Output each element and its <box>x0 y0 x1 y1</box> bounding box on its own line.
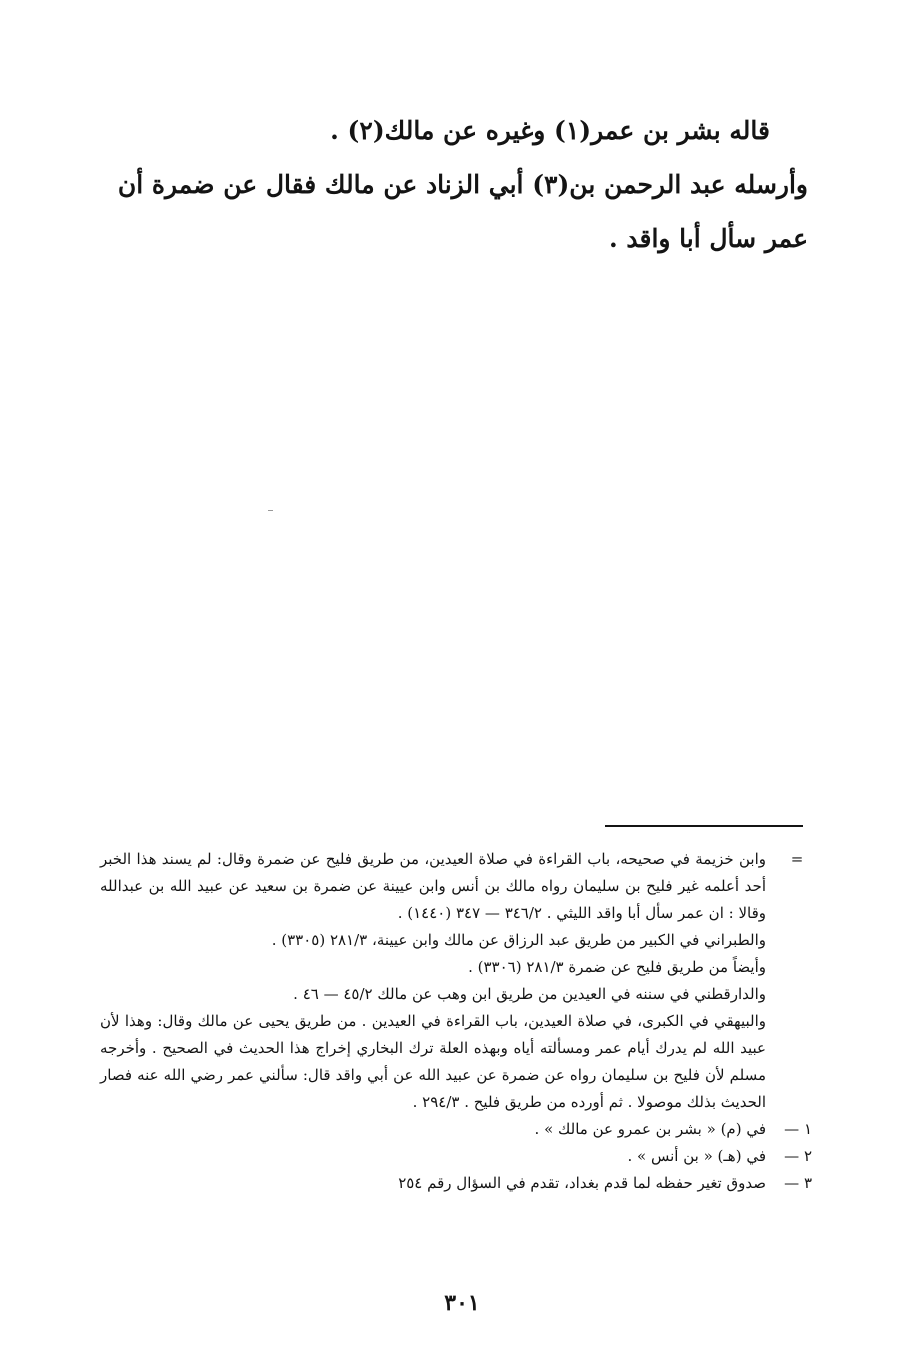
footnote-number: ١ — <box>784 1120 812 1138</box>
footnote-continuation <box>100 846 812 1116</box>
main-paragraph-1: قاله بشر بن عمر(١) وغيره عن مالك(٢) . <box>330 116 770 145</box>
main-text <box>96 104 808 266</box>
footnote-number: ٣ — <box>784 1174 812 1192</box>
page-number: ٣٠١ <box>444 1290 480 1316</box>
footnote-text: صدوق تغير حفظه لما قدم بغداد، تقدم في السؤال رقم ٢٥٤ <box>398 1174 766 1192</box>
footnote-separator <box>605 825 803 827</box>
continuation-mark: = <box>790 850 804 868</box>
footnote-1 <box>100 1116 812 1143</box>
footnote-line: وابن خزيمة في صحيحه، باب القراءة في صلاة العيدين، من طريق فليح عن ضمرة وقال: لم يسند هذا الخبر أحد أعلمه غير فليح بن سليمان رواه مالك بن أنس وابن عيينة عن ضمرة بن سعيد عن عبيد الله بن عبدالله وقالا : ان عمر سأل أبا واقد الليثي . ٣٤٦/٢ — ٣٤٧ (١٤٤٠) . <box>100 850 766 922</box>
footnote-line: وأيضاً من طريق فليح عن ضمرة ٢٨١/٣ (٣٣٠٦) . <box>468 958 766 976</box>
footnote-text: في (هـ) « بن أنس » . <box>627 1147 766 1165</box>
footnote-number: ٢ — <box>784 1147 812 1165</box>
main-paragraph-2: وأرسله عبد الرحمن بن(٣) أبي الزناد عن مالك فقال عن ضمرة أن عمر سأل أبا واقد . <box>117 170 808 253</box>
footnotes <box>100 846 812 1197</box>
footnote-line: والبيهقي في الكبرى، في صلاة العيدين، باب القراءة في العيدين . من طريق يحيى عن مالك وقال: وهذا لأن عبيد الله لم يدرك أيام عمر ومسألته أياه وبهذه العلة ترك البخاري إخراج هذا الحديث في الصحيح . وأخرجه مسلم لأن فليح بن سليمان رواه عن ضمرة عن عبيد الله عن أبي واقد قال: سألني عمر رضي الله عنه فصار الحديث بذلك موصولا . ثم أورده من طريق فليح . ٢٩٤/٣ . <box>100 1012 766 1111</box>
footnote-line: والطبراني في الكبير من طريق عبد الرزاق عن مالك وابن عيينة، ٢٨١/٣ (٣٣٠٥) . <box>271 931 766 949</box>
scan-speck <box>268 510 273 511</box>
footnote-2 <box>100 1143 812 1170</box>
footnote-3 <box>100 1170 812 1197</box>
footnote-text: في (م) « بشر بن عمرو عن مالك » . <box>534 1120 766 1138</box>
footnote-line: والدارقطني في سننه في العيدين من طريق ابن وهب عن مالك ٤٥/٢ — ٤٦ . <box>293 985 766 1003</box>
